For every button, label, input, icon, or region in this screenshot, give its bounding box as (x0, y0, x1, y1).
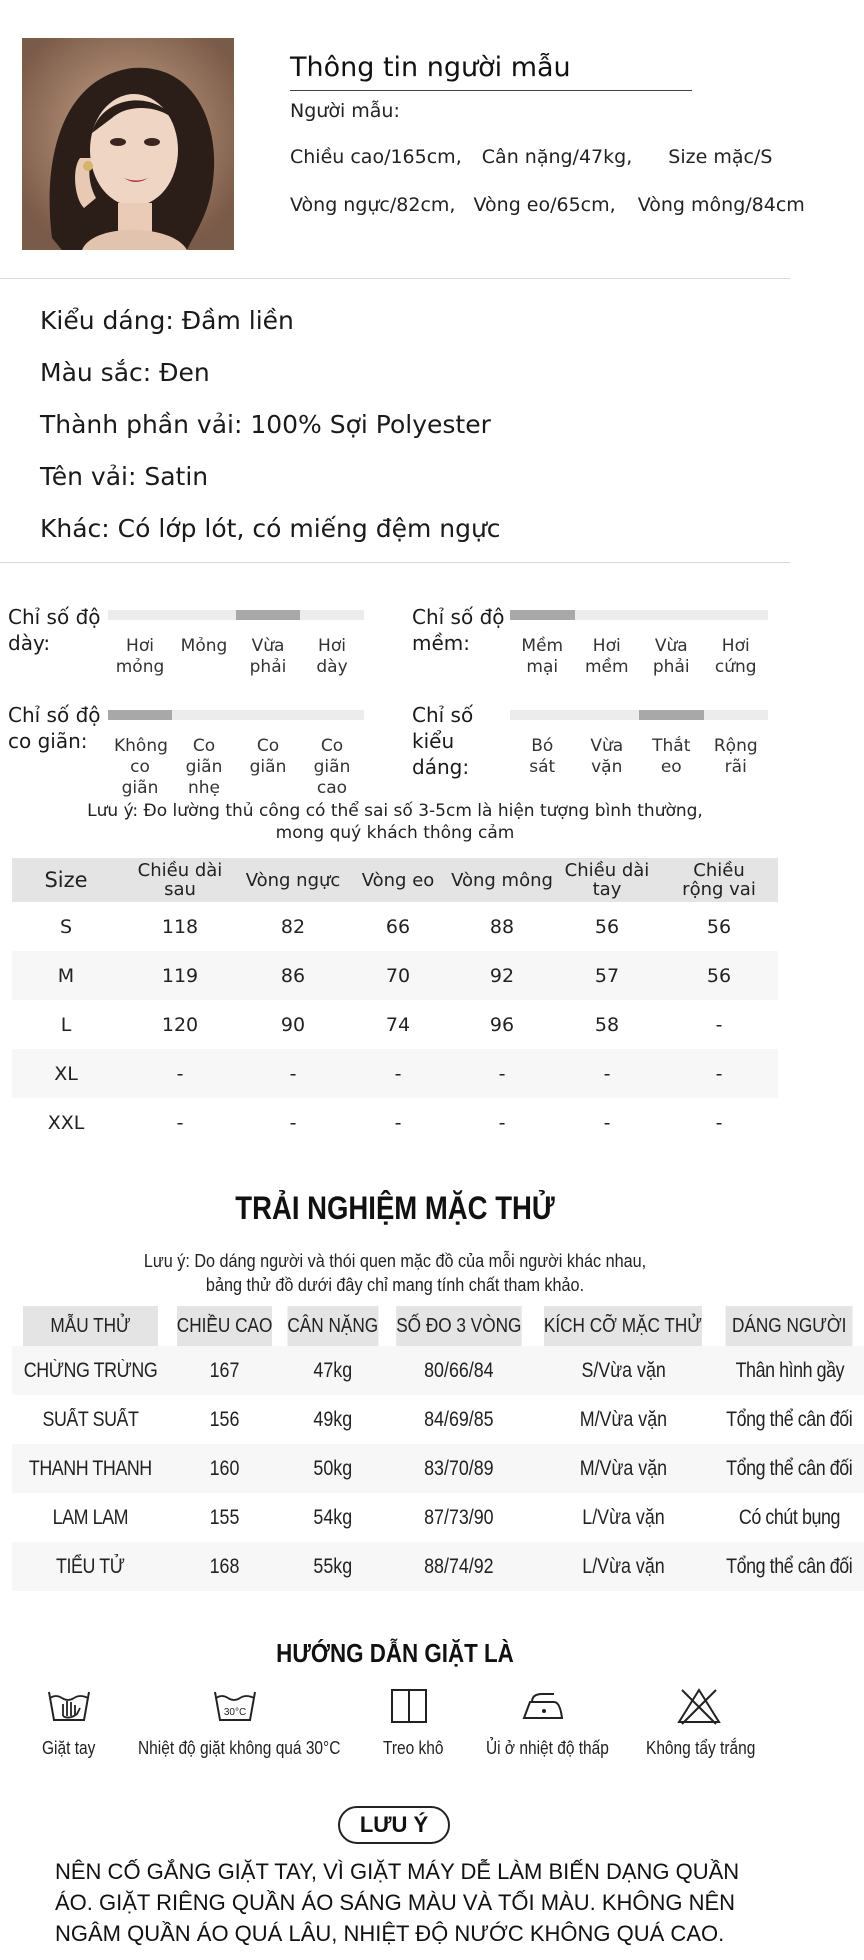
size-header-cell: Size (12, 858, 120, 902)
index-option: Thắt eo (652, 736, 691, 777)
fitting-cell (280, 1346, 386, 1395)
size-cell: - (120, 1098, 240, 1147)
fitting-cell (386, 1444, 532, 1493)
fitting-header-cell: SỐ ĐO 3 VÒNG (396, 1306, 521, 1346)
index-option: Mềm mại (521, 636, 564, 677)
fitting-cell-text: 168 (209, 1554, 240, 1578)
prop-other: Khác: Có lớp lót, có miếng đệm ngực (40, 514, 501, 543)
model-avatar (22, 38, 234, 250)
size-cell: 120 (120, 1000, 240, 1049)
table-row (12, 1098, 778, 1147)
table-row (12, 1542, 864, 1591)
size-cell: M (12, 951, 120, 1000)
fitting-cell-text: L/Vừa vặn (582, 1554, 665, 1578)
fitting-cell (531, 1346, 715, 1395)
fitting-cell (12, 1493, 169, 1542)
fitting-cell (12, 1542, 169, 1591)
size-cell: - (120, 1049, 240, 1098)
model-size: Size mặc/S (668, 146, 773, 168)
iron-low-icon (520, 1686, 566, 1726)
index-scale-bar (108, 710, 364, 720)
wash-30-icon (212, 1686, 258, 1726)
fitting-cell (715, 1346, 863, 1395)
index-label: Chỉ số độ dày: (8, 605, 101, 655)
model-measure-row-1 (290, 146, 772, 168)
table-row (12, 1444, 864, 1493)
size-header-cell: Chiều dài tay (554, 858, 660, 902)
fitting-header-cell: MẪU THỬ (23, 1306, 158, 1346)
section-divider (0, 278, 790, 279)
wash-label-hang: Treo khô (383, 1738, 444, 1758)
size-cell: S (12, 902, 120, 951)
fitting-cell (386, 1542, 532, 1591)
wash-title: HƯỚNG DẪN GIẶT LÀ (276, 1638, 514, 1668)
fitting-cell (280, 1493, 386, 1542)
wash-label-iron: Ủi ở nhiệt độ thấp (486, 1738, 609, 1758)
fitting-cell (280, 1542, 386, 1591)
fitting-cell-text: 54kg (313, 1505, 353, 1529)
model-height: Chiều cao/165cm, (290, 146, 462, 168)
fitting-cell-text: 87/73/90 (423, 1505, 494, 1529)
fitting-cell (169, 1395, 280, 1444)
size-cell: 74 (346, 1000, 450, 1049)
size-cell: - (346, 1049, 450, 1098)
size-cell: 119 (120, 951, 240, 1000)
model-hip: Vòng mông/84cm (637, 194, 805, 216)
fitting-cell-text: Thân hình gầy (735, 1358, 844, 1382)
fitting-cell-text: M/Vừa vặn (579, 1456, 668, 1480)
fitting-cell-text: 80/66/84 (423, 1358, 494, 1382)
size-header-cell: Chiều dài sau (120, 858, 240, 902)
table-row (12, 951, 778, 1000)
fitting-cell-text: 50kg (313, 1456, 353, 1480)
size-cell: 66 (346, 902, 450, 951)
wash-label-bleach: Không tẩy trắng (646, 1738, 756, 1758)
size-cell: 86 (240, 951, 346, 1000)
fitting-cell-text: LAM LAM (52, 1505, 129, 1529)
model-measure-row-2 (290, 194, 805, 216)
fitting-cell (280, 1444, 386, 1493)
fitting-cell (715, 1395, 863, 1444)
fitting-cell-text: 84/69/85 (423, 1407, 494, 1431)
fitting-header-cell: CÂN NẶNG (288, 1306, 379, 1346)
prop-fabric: Tên vải: Satin (40, 462, 209, 491)
size-cell: 118 (120, 902, 240, 951)
fitting-cell-text: 83/70/89 (423, 1456, 494, 1480)
notice-text: NÊN CỐ GẮNG GIẶT TAY, VÌ GIẶT MÁY DỄ LÀM BIẾN DẠNG QUẦN ÁO. GIẶT RIÊNG QUẦN ÁO SÁNG MÀU VÀ TỐI MÀU. KHÔNG NÊN NGÂM QUẦN ÁO QUÁ LÂU, NHIỆT ĐỘ NƯỚC KHÔNG QUÁ CAO. (55, 1859, 740, 1946)
fitting-cell (386, 1395, 532, 1444)
index-selected-segment (639, 710, 704, 720)
size-cell: XXL (12, 1098, 120, 1147)
fitting-cell-text: Tổng thể cân đối (726, 1554, 853, 1578)
table-row (12, 902, 778, 951)
fitting-cell (12, 1395, 169, 1444)
size-cell: 58 (554, 1000, 660, 1049)
size-cell: - (346, 1098, 450, 1147)
index-option: Co giãn cao (313, 736, 351, 798)
index-label: Chỉ số độ co giãn: (8, 703, 101, 753)
fitting-cell (386, 1493, 532, 1542)
index-option: Vừa phải (249, 636, 287, 677)
size-cell: 92 (450, 951, 554, 1000)
model-title-underline (290, 90, 692, 91)
fitting-cell-text: 167 (209, 1358, 240, 1382)
size-cell: 90 (240, 1000, 346, 1049)
fitting-cell (169, 1444, 280, 1493)
model-bust: Vòng ngực/82cm, (290, 194, 456, 216)
index-selected-segment (236, 610, 300, 620)
fitting-cell (715, 1444, 863, 1493)
fitting-cell-text: CHỪNG TRỪNG (23, 1358, 158, 1382)
fitting-cell-text: 55kg (313, 1554, 353, 1578)
table-row (12, 1000, 778, 1049)
fitting-cell (12, 1346, 169, 1395)
prop-color: Màu sắc: Đen (40, 358, 210, 387)
measure-note-line-1: Lưu ý: Đo lường thủ công có thể sai số 3-5cm là hiện tượng bình thường, (87, 801, 703, 821)
index-scale-bar (108, 610, 364, 620)
index-option: Co giãn (249, 736, 287, 777)
fitting-cell (531, 1395, 715, 1444)
measure-note-line-2: mong quý khách thông cảm (275, 823, 515, 843)
size-header-cell: Chiều rộng vai (660, 858, 778, 902)
index-selected-segment (510, 610, 575, 620)
fitting-cell-text: Tổng thể cân đối (726, 1456, 853, 1480)
fitting-cell (715, 1493, 863, 1542)
size-cell: - (660, 1098, 778, 1147)
index-option: Mỏng (180, 636, 228, 656)
fitting-cell-text: 47kg (313, 1358, 353, 1382)
fitting-cell-text: TIỂU TỬ (56, 1554, 125, 1578)
fitting-title: TRẢI NGHIỆM MẶC THỬ (235, 1190, 555, 1226)
wash-30-text: 30°C (223, 1707, 247, 1718)
index-option: Không co giãn (114, 736, 168, 798)
fitting-cell (531, 1493, 715, 1542)
fitting-cell (169, 1493, 280, 1542)
fitting-cell-text: S/Vừa vặn (581, 1358, 666, 1382)
fitting-header-cell: DÁNG NGƯỜI (726, 1306, 854, 1346)
prop-style: Kiểu dáng: Đầm liền (40, 306, 294, 335)
index-scale-bar (510, 610, 768, 620)
table-row (12, 1493, 864, 1542)
fitting-cell-text: 156 (209, 1407, 240, 1431)
size-cell: - (450, 1049, 554, 1098)
notice-badge: LƯU Ý (338, 1806, 450, 1844)
size-cell: - (554, 1098, 660, 1147)
size-cell: XL (12, 1049, 120, 1098)
fitting-cell (386, 1346, 532, 1395)
hang-dry-icon (386, 1686, 432, 1726)
fitting-cell-text: SUẤT SUẤT (42, 1407, 139, 1431)
fitting-cell (169, 1346, 280, 1395)
size-cell: L (12, 1000, 120, 1049)
size-cell: 96 (450, 1000, 554, 1049)
index-option: Vừa vặn (590, 736, 624, 777)
size-header-cell: Vòng eo (346, 858, 450, 902)
size-cell: - (660, 1000, 778, 1049)
fitting-cell-text: 160 (209, 1456, 240, 1480)
size-cell: 56 (660, 902, 778, 951)
size-cell: 56 (554, 902, 660, 951)
fitting-table-header (12, 1306, 864, 1346)
index-scale-bar (510, 710, 768, 720)
section-divider (0, 562, 790, 563)
index-label: Chỉ số độ mềm: (412, 605, 505, 655)
fitting-header-cell: CHIỀU CAO (177, 1306, 273, 1346)
size-cell: - (450, 1098, 554, 1147)
index-option: Hơi mỏng (115, 636, 165, 677)
no-bleach-icon (676, 1686, 722, 1726)
fitting-cell-text: Tổng thể cân đối (726, 1407, 853, 1431)
fitting-cell (531, 1444, 715, 1493)
index-option: Hơi mềm (584, 636, 629, 677)
size-cell: - (240, 1049, 346, 1098)
fitting-cell-text: Có chút bụng (738, 1505, 841, 1529)
prop-material: Thành phần vải: 100% Sợi Polyester (40, 410, 491, 439)
size-header-cell: Vòng mông (450, 858, 554, 902)
fitting-cell (715, 1542, 863, 1591)
model-label: Người mẫu: (290, 100, 400, 122)
fitting-cell-text: M/Vừa vặn (579, 1407, 668, 1431)
size-cell: 70 (346, 951, 450, 1000)
index-selected-segment (108, 710, 172, 720)
index-option: Co giãn nhẹ (185, 736, 223, 798)
model-weight: Cân nặng/47kg, (481, 146, 633, 168)
fitting-note-line-1: Lưu ý: Do dáng người và thói quen mặc đồ của mỗi người khác nhau, (143, 1251, 647, 1271)
fitting-cell-text: L/Vừa vặn (582, 1505, 665, 1529)
size-table (12, 858, 778, 1147)
fitting-cell (12, 1444, 169, 1493)
fitting-note-line-2: bảng thử đồ dưới đây chỉ mang tính chất tham khảo. (205, 1275, 585, 1295)
table-row (12, 1346, 864, 1395)
index-option: Hơi dày (316, 636, 348, 677)
index-option: Rộng rãi (713, 736, 758, 777)
index-option: Vừa phải (652, 636, 690, 677)
fitting-cell (169, 1542, 280, 1591)
table-row (12, 1049, 778, 1098)
size-header-cell: Vòng ngực (240, 858, 346, 902)
size-cell: 56 (660, 951, 778, 1000)
wash-label-hand: Giặt tay (42, 1738, 96, 1758)
fitting-table (12, 1306, 864, 1591)
fitting-cell-text: 155 (209, 1505, 240, 1529)
size-cell: - (660, 1049, 778, 1098)
hand-wash-icon (46, 1686, 92, 1726)
wash-label-30: Nhiệt độ giặt không quá 30°C (138, 1738, 341, 1758)
fitting-cell-text: THANH THANH (29, 1456, 153, 1480)
model-waist: Vòng eo/65cm, (473, 194, 616, 216)
fitting-cell (531, 1542, 715, 1591)
size-table-header (12, 858, 778, 902)
size-cell: 57 (554, 951, 660, 1000)
size-cell: - (240, 1098, 346, 1147)
table-row (12, 1395, 864, 1444)
size-cell: - (554, 1049, 660, 1098)
size-cell: 82 (240, 902, 346, 951)
size-cell: 88 (450, 902, 554, 951)
fitting-header-cell: KÍCH CỠ MẶC THỬ (544, 1306, 702, 1346)
index-option: Hơi cứng (714, 636, 757, 677)
fitting-cell (280, 1395, 386, 1444)
index-label: Chỉ số kiểu dáng: (412, 703, 474, 779)
fitting-cell-text: 88/74/92 (423, 1554, 494, 1578)
fitting-cell-text: 49kg (313, 1407, 353, 1431)
model-info-section (0, 0, 805, 278)
model-info-title: Thông tin người mẫu (290, 52, 571, 83)
index-option: Bó sát (529, 736, 556, 777)
